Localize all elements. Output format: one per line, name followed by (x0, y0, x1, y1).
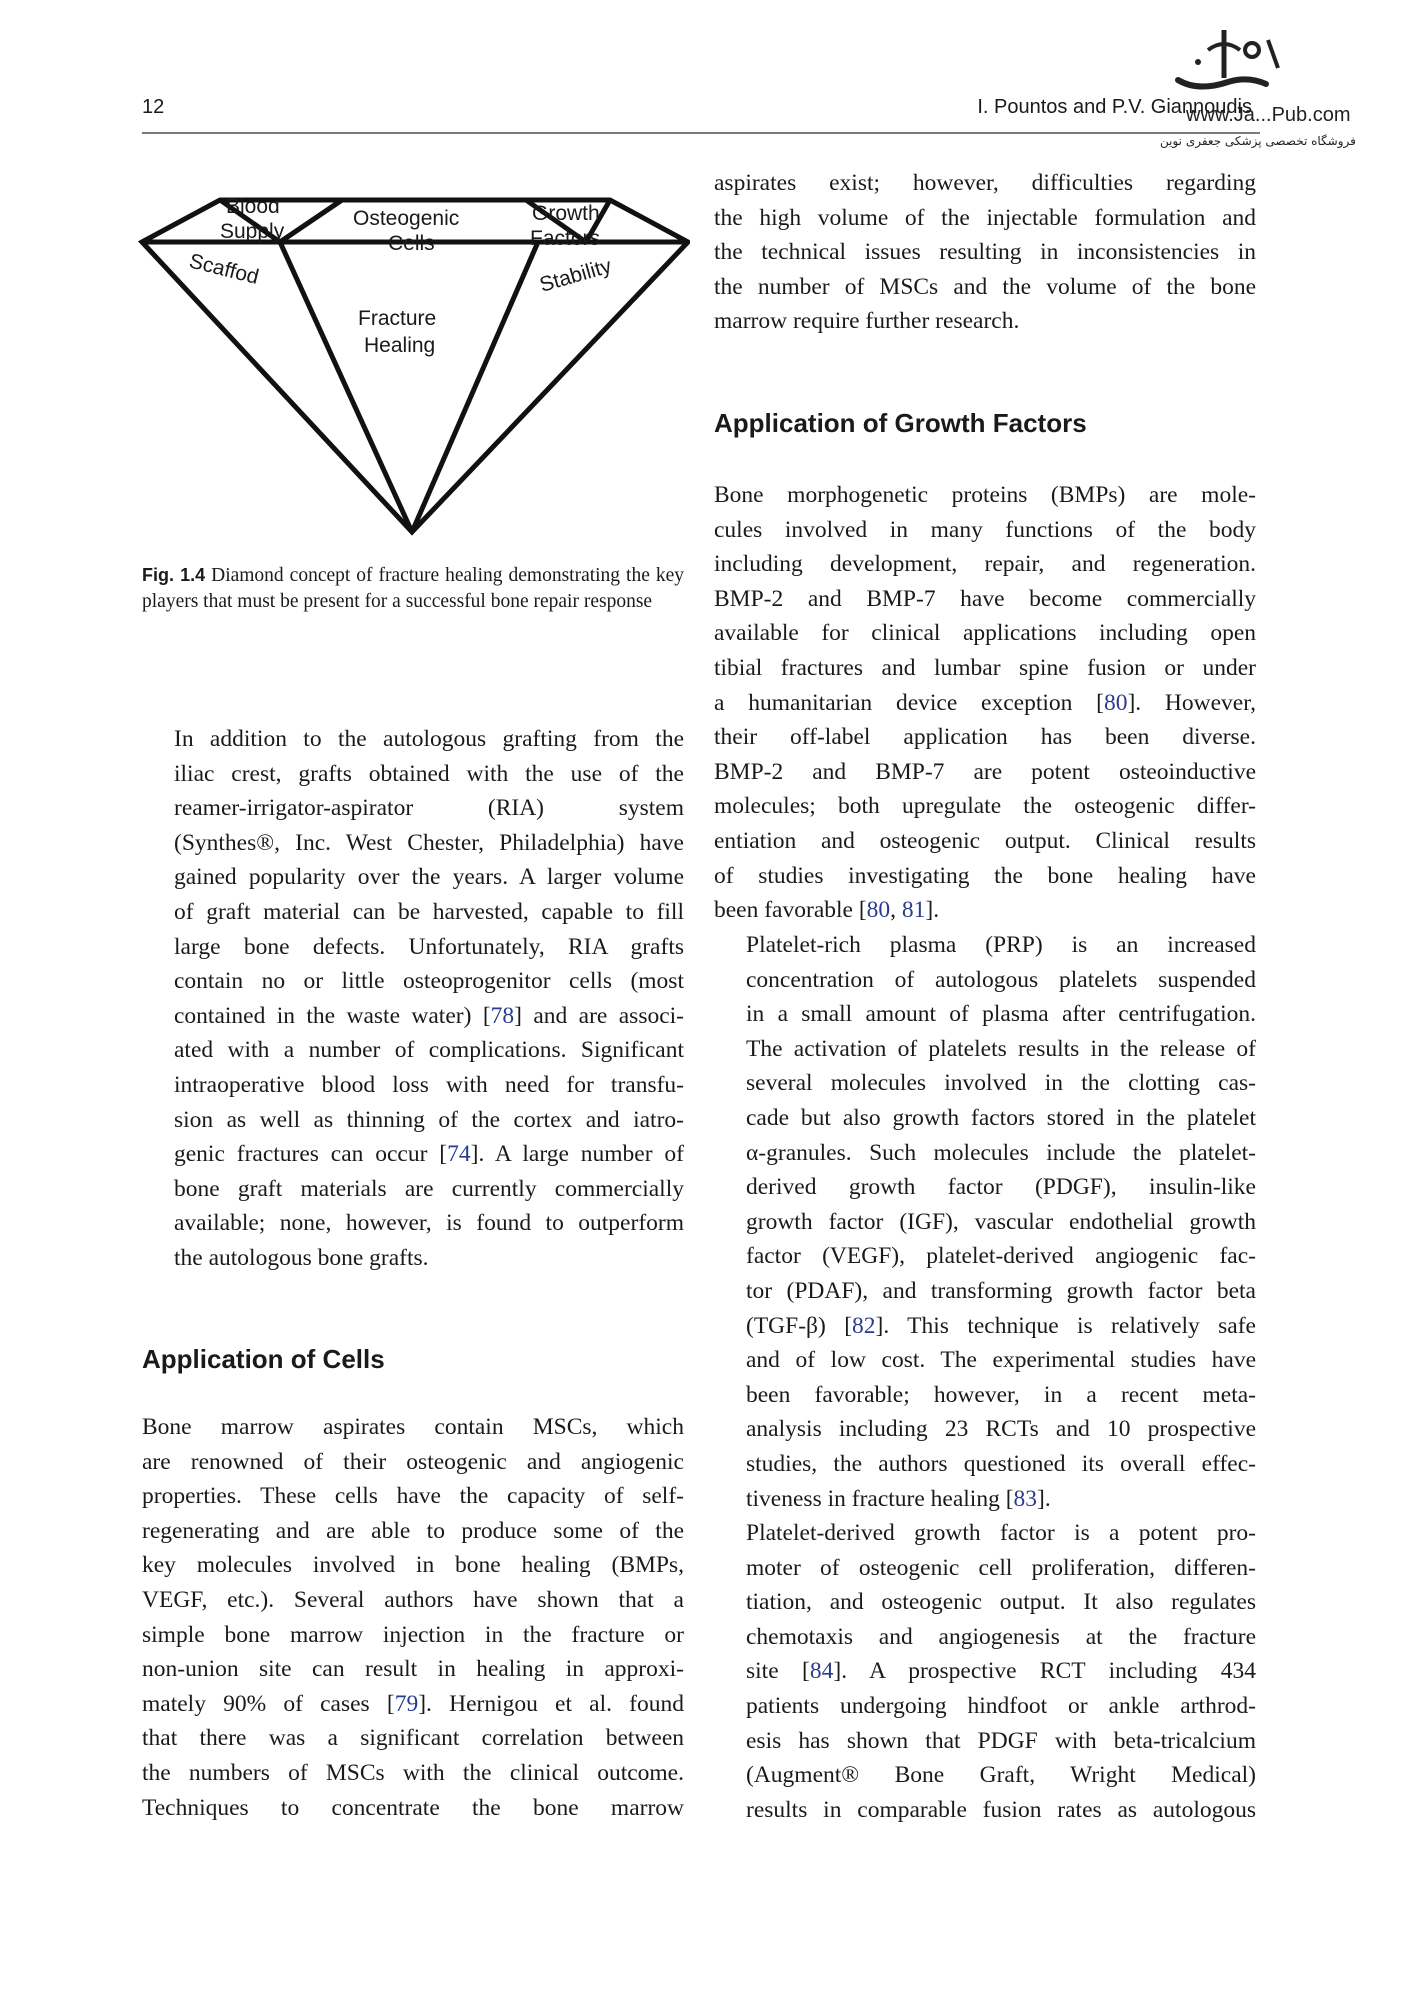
label-supply: Supply (220, 220, 285, 243)
right-column-paragraph-0 (714, 166, 1256, 339)
figure-caption (142, 562, 684, 615)
label-fracture: Fracture (358, 307, 437, 330)
figure-caption-text: Diamond concept of fracture healing demonstrating the key players that must be present for a successful bone repair response (142, 565, 684, 612)
watermark-url: www.Ja...Pub.com (1186, 104, 1351, 126)
right-para-1: Bone morphogenetic proteins (BMPs) are mole- cules involved in many functions of the body including development, repair, and regeneration. BMP-2 and BMP-7 have become commercially available for clinical applications including open tibial fractures and lumbar spine fusion or under a humanitarian device exception [80]. However, their off-label application has been diverse. BMP-2 and BMP-7 are potent osteoinductive molecules; both upregulate the osteogenic differ- entiation and osteogenic output. Clinical results of studies investigating the bone healing have been favorable [80, 81]. (714, 482, 1256, 924)
label-stability: Stability (537, 254, 615, 297)
label-osteogenic: Osteogenic (353, 207, 460, 230)
citation-link[interactable]: 81 (901, 897, 926, 924)
left-column-paragraph-2 (142, 1410, 684, 1825)
pavilion-right (412, 242, 538, 532)
label-healing: Healing (364, 334, 436, 357)
left-para-2: Bone marrow aspirates contain MSCs, which are renowned of their osteogenic and angiogenic properties. These cells have the capacity of self- regenerating and are able to produce some of the key molecules involved in bone healing (BMPs, VEGF, etc.). Several authors have shown that a simple bone marrow injection in the fracture or non-union site can result in healing in approxi- mately 90% of cases [79]. Hernigou et al. found that there was a significant correlation between the numbers of MSCs with the clinical outcome. Techniques to concentrate the bone marrow (142, 1414, 684, 1821)
right-column-paragraph-2 (714, 928, 1256, 1516)
citation-link[interactable]: 80 (1103, 689, 1128, 716)
right-column-paragraph-1 (714, 478, 1256, 928)
calligraphy-logo-icon (1168, 20, 1288, 102)
watermark-subtitle: فروشگاه تخصصی پزشکی جعفری نوین (1160, 134, 1356, 148)
facet-left-mid (280, 200, 342, 242)
section-heading-application-of-growth-factors: Application of Growth Factors (714, 408, 1087, 438)
citation-link[interactable]: 84 (809, 1658, 834, 1685)
citation-link[interactable]: 83 (1013, 1485, 1038, 1512)
citation-link[interactable]: 74 (447, 1141, 471, 1168)
label-blood: Blood (226, 195, 280, 218)
publisher-watermark (1150, 20, 1390, 150)
label-cells: Cells (388, 232, 435, 255)
label-growth: Growth (532, 202, 600, 225)
citation-link[interactable]: 82 (852, 1312, 876, 1339)
citation-link[interactable]: 79 (394, 1690, 419, 1717)
label-scaffold: Scaffod (186, 249, 262, 289)
right-column-paragraph-3 (714, 1516, 1256, 1827)
running-head: I. Pountos and P.V. Giannoudis (977, 96, 1252, 118)
right-para-0: aspirates exist; however, difficulties regarding the high volume of the injectable formulation and the technical issues resulting in inconsistencies in the number of MSCs and the volume of the bone marrow require further research. (714, 170, 1256, 335)
right-para-3: Platelet-derived growth factor is a potent pro- moter of osteogenic cell proliferation, differen- tiation, and osteogenic output. It also regulates chemotaxis and angiogenesis at the fracture site [84]. A prospective RCT including 434 patients undergoing hindfoot or ankle arthrod- esis has shown that PDGF with beta-tricalcium (Augment® Bone Graft, Wright Medical) results in comparable fusion rates as autologous (746, 1520, 1256, 1823)
header-rule (142, 132, 1260, 134)
page-number: 12 (142, 96, 165, 118)
left-para-1: In addition to the autologous grafting from the iliac crest, grafts obtained with the use of the reamer-irrigator-aspirator (RIA) system (Synthes®, Inc. West Chester, Philadelphia) have gained popularity over the years. A larger volume of graft material can be harvested, capable to fill large bone defects. Unfortunately, RIA grafts contain no or little osteoprogenitor cells (most contained in the waste water) [78] and are associ- ated with a number of complications. Significant intraoperative blood loss with need for transfu- sion as well as thinning of the cortex and iatro- genic fractures can occur [74]. A large number of bone graft materials are currently commercially available; none, however, is found to outperform the autologous bone grafts. (174, 726, 685, 1271)
diamond-figure (130, 180, 690, 550)
figure-label: Fig. 1.4 (142, 565, 206, 585)
label-factors: Factors (530, 227, 601, 250)
section-heading-application-of-cells: Application of Cells (142, 1344, 385, 1374)
citation-link[interactable]: 78 (490, 1002, 515, 1029)
left-column-paragraph-1 (142, 722, 684, 1276)
pavilion-left (280, 242, 412, 532)
diamond-diagram (130, 180, 690, 550)
right-para-2: Platelet-rich plasma (PRP) is an increased concentration of autologous platelets suspended in a small amount of plasma after centrifugation. The activation of platelets results in the release of several molecules involved in the clotting cas- cade but also growth factors stored in the platelet α-granules. Such molecules include the platelet- derived growth factor (PDGF), insulin-like growth factor (IGF), vascular endothelial growth factor (VEGF), platelet-derived angiogenic fac- tor (PDAF), and transforming growth factor beta (TGF-β) [82]. This technique is relatively safe and of low cost. The experimental studies have been favorable; however, in a recent meta- analysis including 23 RCTs and 10 prospective studies, the authors questioned its overall effec- tiveness in fracture healing [83]. (746, 932, 1256, 1512)
citation-link[interactable]: 80 (866, 897, 891, 924)
